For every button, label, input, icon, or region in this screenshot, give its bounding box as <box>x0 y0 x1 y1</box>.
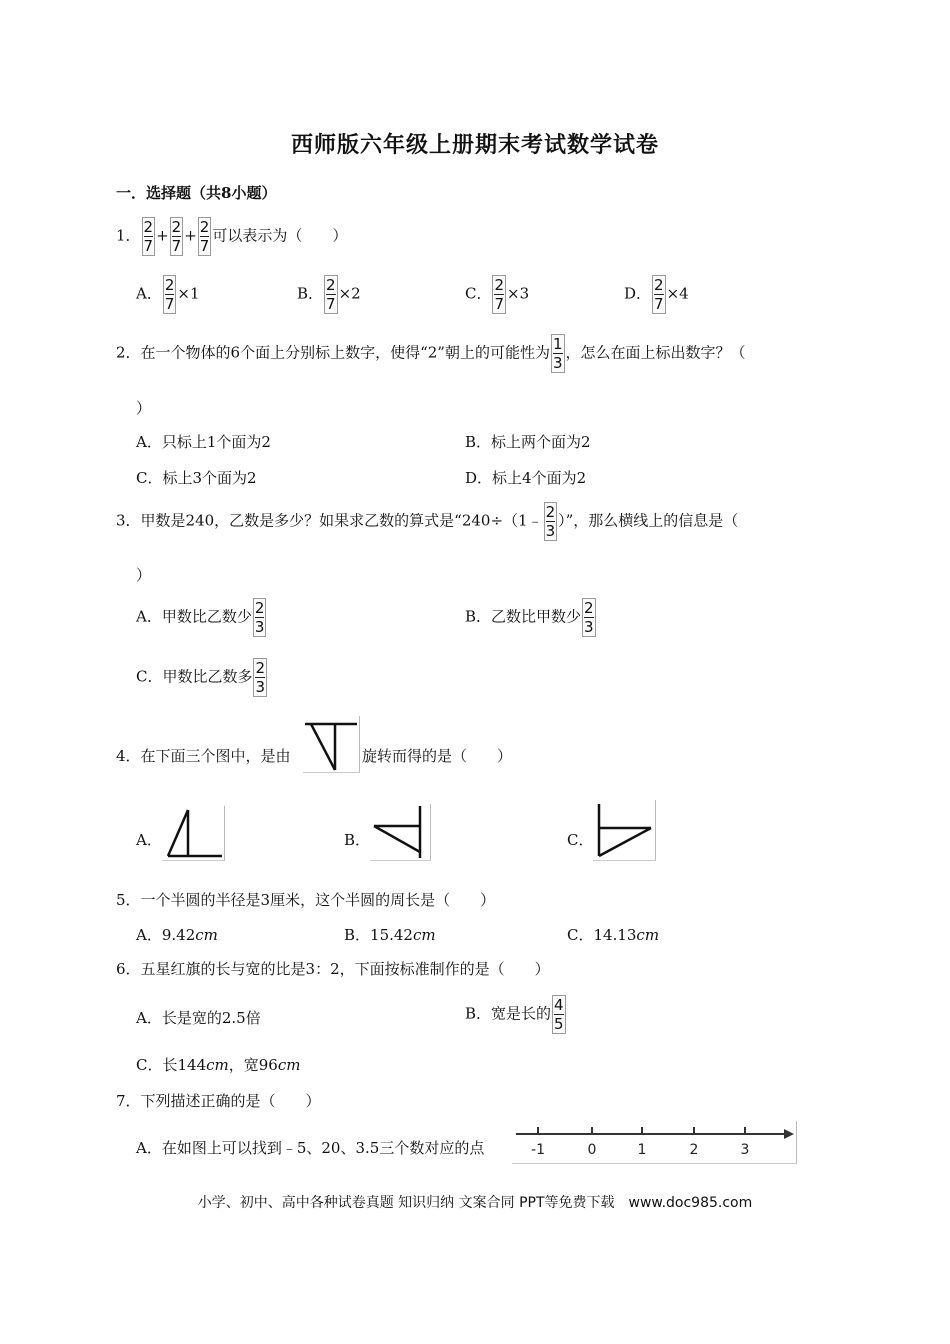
fraction: $\frac{2}{7}$ <box>143 218 154 255</box>
number-line-icon <box>512 1121 796 1163</box>
q1-option-d[interactable]: D． $\frac{2}{7}$ ×4 <box>624 276 689 313</box>
fraction: $\frac{2}{7}$ <box>171 218 182 255</box>
q3-option-b[interactable]: B．乙数比甲数少 $\frac{2}{3}$ <box>465 599 594 636</box>
section-heading: 一．选择题（共8小题） <box>116 184 277 202</box>
q5-option-c[interactable]: C．14.13cm <box>567 926 660 944</box>
number-line-figure <box>512 1121 797 1164</box>
tick-label: 3 <box>740 1142 750 1158</box>
tick-label: 1 <box>637 1142 647 1158</box>
question-3: 3．甲数是240，乙数是多少？如果求乙数的算式是“240÷（1﹣ $\frac{2}{3}$ ）”，那么横线上的信息是（ <box>116 503 739 540</box>
fraction: $\frac{2}{7}$ <box>199 218 210 255</box>
question-1: 1． $\frac{2}{7}$ + $\frac{2}{7}$ + $\frac{2}{7}$ 可以表示为（ ） <box>116 218 348 255</box>
tick-label: 2 <box>689 1142 699 1158</box>
q4-option-b[interactable]: B． <box>344 831 371 849</box>
fraction: $\frac{2}{3}$ <box>254 599 265 636</box>
fraction: $\frac{2}{3}$ <box>255 659 266 696</box>
fraction: $\frac{2}{3}$ <box>584 599 594 636</box>
question-3-close: ） <box>136 566 152 584</box>
q1-option-b[interactable]: B． $\frac{2}{7}$ ×2 <box>297 276 361 313</box>
question-4-stem-a: 4．在下面三个图中，是由 <box>116 747 291 765</box>
q4-option-b-figure[interactable] <box>370 804 431 861</box>
tick-label: -1 <box>531 1142 545 1158</box>
fraction: $\frac{2}{7}$ <box>164 276 175 313</box>
tick-label: 0 <box>587 1142 597 1158</box>
question-2: 2．在一个物体的6个面上分别标上数字，使得“2”朝上的可能性为 $\frac{1}{3}$ ，怎么在面上标出数字？（ <box>116 335 746 372</box>
question-text: 可以表示为（ ） <box>212 226 348 245</box>
q2-option-c[interactable]: C．标上3个面为2 <box>136 469 257 487</box>
question-4-stem-b: 旋转而得的是（ ） <box>362 747 513 765</box>
triangle-figure-a-icon <box>162 806 224 860</box>
question-7: 7．下列描述正确的是（ ） <box>116 1092 321 1110</box>
fraction: $\frac{2}{7}$ <box>654 276 664 313</box>
fraction: $\frac{2}{7}$ <box>494 276 505 313</box>
q4-option-a[interactable]: A． <box>136 831 162 849</box>
q4-option-c-figure[interactable] <box>593 800 656 861</box>
fraction: $\frac{4}{5}$ <box>554 996 564 1033</box>
q6-option-c[interactable]: C．长144cm，宽96cm <box>136 1056 301 1074</box>
q1-option-a[interactable]: A． $\frac{2}{7}$ ×1 <box>136 276 200 313</box>
q6-option-a[interactable]: A．长是宽的2.5倍 <box>136 1009 261 1027</box>
fraction: $\frac{2}{3}$ <box>545 503 556 540</box>
question-2-close: ） <box>136 399 152 417</box>
question-number: 1． <box>116 226 141 245</box>
page-title: 西师版六年级上册期末考试数学试卷 <box>290 132 659 158</box>
q3-option-c[interactable]: C．甲数比乙数多 $\frac{2}{3}$ <box>136 659 266 696</box>
page-footer: 小学、初中、高中各种试卷真题 知识归纳 文案合同 PPT等免费下载 www.doc985.com <box>197 1195 753 1211</box>
q4-option-c[interactable]: C． <box>567 831 594 849</box>
q5-option-b[interactable]: B．15.42cm <box>344 926 436 944</box>
rotation-source-figure <box>303 716 360 773</box>
t-shape-icon <box>303 716 359 772</box>
q5-option-a[interactable]: A．9.42cm <box>136 926 218 944</box>
q2-option-a[interactable]: A．只标上1个面为2 <box>136 433 271 451</box>
q6-option-b[interactable]: B．宽是长的 $\frac{4}{5}$ <box>465 996 564 1033</box>
triangle-figure-b-icon <box>370 804 430 860</box>
q7-option-a[interactable]: A．在如图上可以找到﹣5、20、3.5三个数对应的点 <box>136 1139 485 1157</box>
q4-option-a-figure[interactable] <box>162 806 225 861</box>
q1-option-c[interactable]: C． $\frac{2}{7}$ ×3 <box>465 276 530 313</box>
triangle-figure-c-icon <box>593 800 655 860</box>
q3-option-a[interactable]: A．甲数比乙数少 $\frac{2}{3}$ <box>136 599 265 636</box>
fraction: $\frac{2}{7}$ <box>326 276 336 313</box>
question-5: 5．一个半圆的半径是3厘米，这个半圆的周长是（ ） <box>116 891 496 909</box>
question-6: 6．五星红旗的长与宽的比是3：2，下面按标准制作的是（ ） <box>116 960 550 978</box>
fraction: $\frac{1}{3}$ <box>552 335 563 372</box>
q2-option-b[interactable]: B．标上两个面为2 <box>465 433 591 451</box>
q2-option-d[interactable]: D．标上4个面为2 <box>465 469 587 487</box>
